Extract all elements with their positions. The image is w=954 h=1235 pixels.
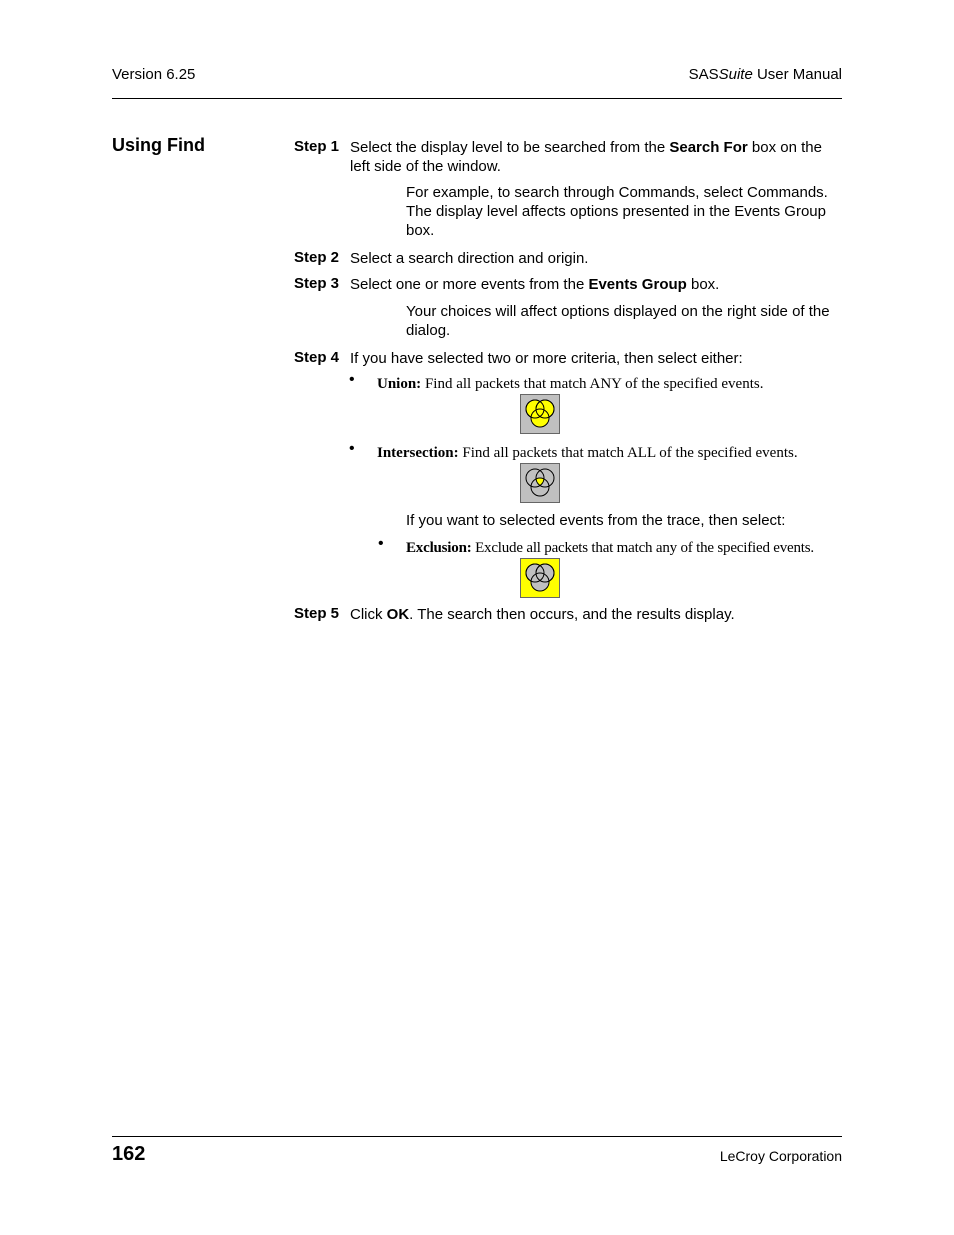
intersection-option-text: Intersection: Find all packets that match ALL of the specified events. <box>377 445 798 461</box>
intersection-bullet: • <box>349 440 355 457</box>
step-5-label: Step 5 <box>294 605 340 622</box>
venn-union-icon <box>520 394 560 434</box>
step-2-text: Select a search direction and origin. <box>350 250 589 267</box>
union-option-text: Union: Find all packets that match ANY of the specified events. <box>377 376 764 392</box>
step-4-text: If you have selected two or more criteria, then select either: <box>350 350 743 367</box>
header-manual-title: SASSuite User Manual <box>688 66 842 83</box>
step-3-note: Your choices will affect options displayed on the right side of the dialog. <box>406 303 830 339</box>
page-number: 162 <box>112 1143 146 1165</box>
step-1-label: Step 1 <box>294 138 340 155</box>
exclusion-bullet: • <box>378 535 384 552</box>
exclusion-intro: If you want to selected events from the trace, then select: <box>406 512 786 529</box>
step-3-text: Select one or more events from the Events Group box. <box>350 276 720 293</box>
header-rule <box>112 98 842 99</box>
footer-company: LeCroy Corporation <box>719 1148 842 1164</box>
step-2-label: Step 2 <box>294 249 340 266</box>
venn-exclusion-icon <box>520 558 560 598</box>
exclusion-option-text: Exclusion: Exclude all packets that match any of the specified events. <box>406 540 814 556</box>
step-5-text: Click OK. The search then occurs, and the results display. <box>350 606 735 623</box>
step-3-label: Step 3 <box>294 275 340 292</box>
union-bullet: • <box>349 371 355 388</box>
section-title: Using Find <box>112 135 205 155</box>
step-4-label: Step 4 <box>294 349 340 366</box>
footer-rule <box>112 1136 842 1137</box>
header-version: Version 6.25 <box>112 66 196 83</box>
step-1-note: For example, to search through Commands, select Commands. The display level affects options presented in the Events Group box. <box>406 184 828 239</box>
venn-intersection-icon <box>520 463 560 503</box>
step-1-text: Select the display level to be searched from the Search For box on the left side of the window. <box>350 139 822 175</box>
